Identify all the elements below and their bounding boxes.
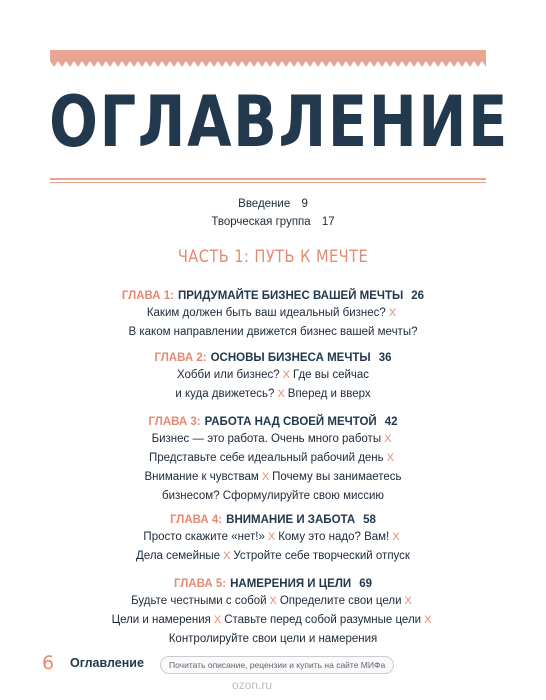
chapter-page: 58 bbox=[363, 514, 376, 526]
chapter-title: ПРИДУМАЙТЕ БИЗНЕС ВАШЕЙ МЕЧТЫ bbox=[178, 290, 404, 302]
chapter-subsection-line bbox=[0, 323, 546, 342]
subsection-text: Определите свои цели bbox=[279, 595, 402, 607]
page-title: ОГЛАВЛЕНИЕ bbox=[49, 81, 509, 163]
watermark: ozon.ru bbox=[232, 678, 273, 692]
subsection-text: Хобби или бизнес? bbox=[176, 369, 280, 381]
footer-buy-banner[interactable]: Почитать описание, рецензии и купить на сайте МИФа bbox=[160, 656, 394, 674]
separator-x-icon: X bbox=[384, 433, 392, 445]
chapter-page: 26 bbox=[411, 290, 425, 302]
chapter-subsection-line bbox=[0, 547, 546, 566]
separator-x-icon: X bbox=[404, 595, 412, 607]
toc-entry-page: 9 bbox=[301, 198, 308, 210]
toc-entry-creative-group[interactable] bbox=[0, 216, 546, 228]
chapter-subsection-line bbox=[0, 630, 546, 649]
chapter-title: ВНИМАНИЕ И ЗАБОТА bbox=[226, 514, 356, 526]
chapter-title: НАМЕРЕНИЯ И ЦЕЛИ bbox=[230, 578, 352, 590]
subsection-text: Бизнес — это работа. Очень много работы bbox=[151, 433, 382, 445]
chapter-subsection-line bbox=[0, 430, 546, 449]
chapter-number: ГЛАВА 2: bbox=[154, 352, 207, 364]
chapter-subsection-line bbox=[0, 385, 546, 404]
chapter-block[interactable] bbox=[0, 414, 546, 506]
subsection-text: Ставьте перед собой разумные цели bbox=[224, 614, 422, 626]
subsection-text: Представьте себе идеальный рабочий день bbox=[148, 452, 384, 464]
separator-x-icon: X bbox=[424, 614, 432, 626]
subsection-text: Цели и намерения bbox=[111, 614, 211, 626]
chapter-block[interactable] bbox=[0, 350, 546, 404]
chapter-number: ГЛАВА 5: bbox=[174, 578, 227, 590]
chapter-subsection-line bbox=[0, 304, 546, 323]
chapter-heading bbox=[0, 350, 546, 366]
separator-x-icon: X bbox=[392, 531, 400, 543]
part-heading: ЧАСТЬ 1: ПУТЬ К МЕЧТЕ bbox=[177, 247, 369, 267]
chapter-title: ОСНОВЫ БИЗНЕСА МЕЧТЫ bbox=[210, 352, 371, 364]
double-rule-divider bbox=[50, 178, 486, 184]
footer-section-label: Оглавление bbox=[70, 656, 144, 670]
chapter-block[interactable] bbox=[0, 288, 546, 342]
subsection-text: Просто скажите «нет!» bbox=[143, 531, 265, 543]
toc-entry-label: Творческая группа bbox=[211, 216, 311, 228]
subsection-text: Контролируйте свои цели и намерения bbox=[168, 633, 378, 645]
subsection-text: бизнесом? Сформулируйте свою миссию bbox=[161, 490, 385, 502]
footer-page-number: 6 bbox=[42, 652, 55, 674]
separator-x-icon: X bbox=[213, 614, 222, 626]
chapter-heading bbox=[0, 512, 546, 528]
chapter-subsection-line bbox=[0, 592, 546, 611]
toc-entry-label: Введение bbox=[238, 198, 291, 210]
zigzag-border-top bbox=[50, 50, 486, 68]
chapter-page: 69 bbox=[359, 578, 372, 590]
chapter-number: ГЛАВА 4: bbox=[170, 514, 223, 526]
separator-x-icon: X bbox=[282, 369, 290, 381]
separator-x-icon: X bbox=[386, 452, 394, 464]
separator-x-icon: X bbox=[277, 388, 285, 400]
separator-x-icon: X bbox=[267, 531, 276, 543]
subsection-text: Кому это надо? Вам! bbox=[278, 531, 390, 543]
subsection-text: Внимание к чувствам bbox=[144, 471, 259, 483]
subsection-text: Каким должен быть ваш идеальный бизнес? bbox=[146, 307, 386, 319]
separator-x-icon: X bbox=[269, 595, 277, 607]
chapter-heading bbox=[0, 576, 546, 592]
chapter-heading bbox=[0, 288, 546, 304]
subsection-text: и куда движетесь? bbox=[175, 388, 275, 400]
chapter-subsection-line bbox=[0, 468, 546, 487]
chapter-number: ГЛАВА 3: bbox=[148, 416, 201, 428]
chapter-number: ГЛАВА 1: bbox=[121, 290, 174, 302]
separator-x-icon: X bbox=[261, 471, 270, 483]
subsection-text: Дела семейные bbox=[136, 550, 221, 562]
subsection-text: Вперед и вверх bbox=[287, 388, 371, 400]
chapter-page: 42 bbox=[384, 416, 398, 428]
subsection-text: Устройте себе творческий отпуск bbox=[233, 550, 410, 562]
chapter-title: РАБОТА НАД СВОЕЙ МЕЧТОЙ bbox=[204, 416, 377, 428]
chapter-page: 36 bbox=[378, 352, 392, 364]
chapter-block[interactable] bbox=[0, 512, 546, 566]
subsection-text: Где вы сейчас bbox=[292, 369, 370, 381]
subsection-text: Почему вы занимаетесь bbox=[272, 471, 402, 483]
chapter-heading bbox=[0, 414, 546, 430]
chapter-subsection-line bbox=[0, 611, 546, 630]
chapter-subsection-line bbox=[0, 528, 546, 547]
chapter-subsection-line bbox=[0, 449, 546, 468]
subsection-text: В каком направлении движется бизнес вашей мечты? bbox=[128, 326, 418, 338]
subsection-text: Будьте честными с собой bbox=[131, 595, 267, 607]
separator-x-icon: X bbox=[388, 307, 397, 319]
toc-entry-page: 17 bbox=[321, 216, 335, 228]
chapter-subsection-line bbox=[0, 366, 546, 385]
chapter-block[interactable] bbox=[0, 576, 546, 649]
toc-entry-intro[interactable] bbox=[0, 198, 546, 210]
chapter-subsection-line bbox=[0, 487, 546, 506]
separator-x-icon: X bbox=[223, 550, 231, 562]
